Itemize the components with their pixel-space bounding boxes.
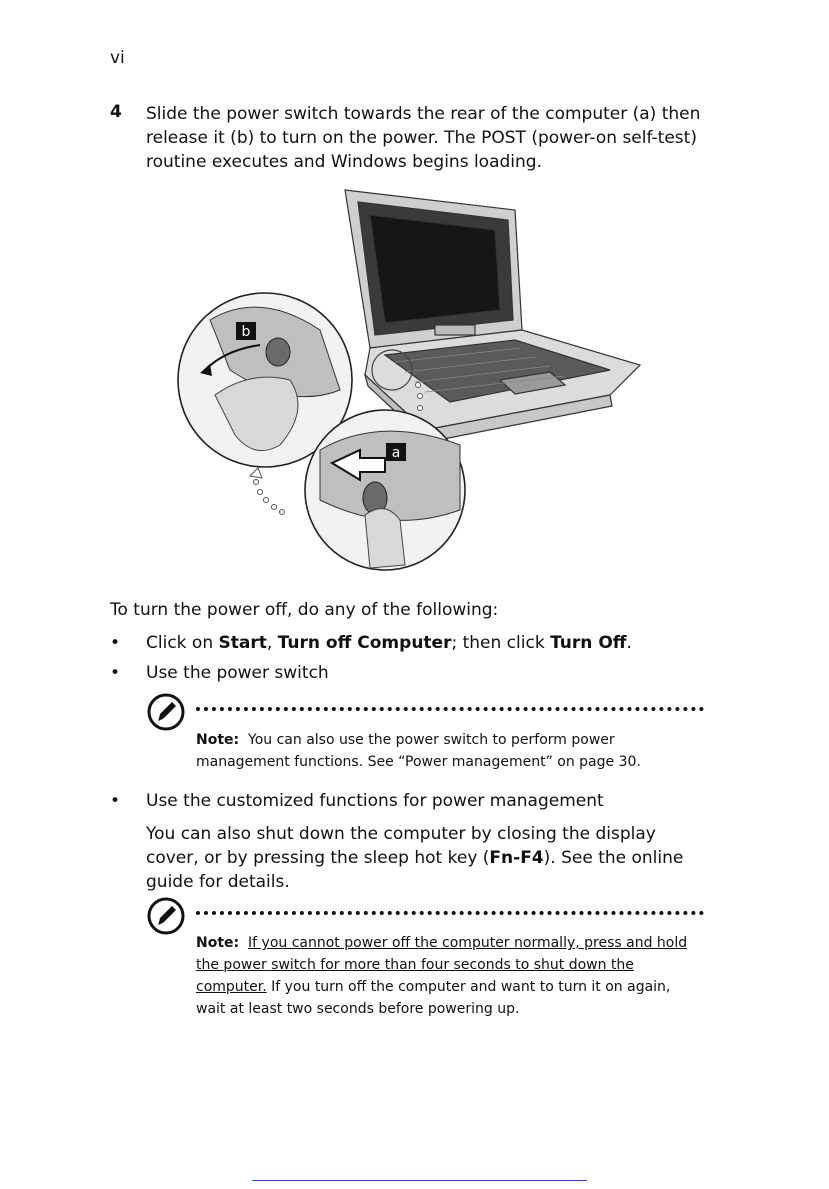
text-span: , [266, 633, 278, 653]
bullet-text: Use the power switch [146, 663, 329, 683]
bullet-text [146, 633, 632, 653]
shutdown-paragraph [146, 822, 712, 894]
note-body: You can also use the power switch to perform power management functions. See “Power management” on page 30. [196, 732, 641, 770]
power-off-intro: To turn the power off, do any of the following: [110, 600, 499, 620]
turn-off-computer-term: Turn off Computer [277, 633, 452, 653]
step-text: Slide the power switch towards the rear of the computer (a) then release it (b) to turn on the power. The POST (power-on self-test) routine executes and Windows begins loading. [146, 104, 701, 172]
footer-rule [252, 1180, 587, 1181]
laptop-drawing [345, 190, 640, 442]
note-pen-icon [146, 896, 186, 936]
bullet-dot: • [110, 663, 121, 683]
bullet-dot: • [110, 791, 121, 811]
text-span: . [626, 633, 632, 653]
note-1 [196, 729, 696, 773]
bullet-start-menu [110, 633, 710, 657]
step-number: 4 [110, 102, 122, 122]
note-underlined: If you cannot power off the computer normally, press and hold the power switch for more than four seconds to shut down the computer. [196, 935, 688, 995]
bullet-dot: • [110, 633, 121, 653]
note-2 [196, 932, 696, 1020]
hotkey-term: Fn-F4 [489, 848, 544, 868]
page-number: vi [110, 48, 125, 68]
label-b: b [241, 324, 251, 340]
bullet-power-switch [110, 663, 710, 687]
text-span: Click on [146, 633, 219, 653]
label-a: a [391, 445, 401, 461]
turn-off-term: Turn Off [550, 633, 627, 653]
text-span: ; then click [451, 633, 551, 653]
notebook-power-illustration [170, 180, 650, 580]
text-span: ). See the online guide for details. [146, 848, 684, 892]
start-term: Start [218, 633, 267, 653]
note-pen-icon [146, 692, 186, 732]
note-body: If you turn off the computer and want to turn it on again, wait at least two seconds before powering up. [196, 979, 671, 1017]
note-label: Note: [196, 732, 240, 748]
note-divider [196, 707, 704, 711]
bullet-custom-functions [110, 791, 710, 815]
note-label: Note: [196, 935, 240, 951]
text-span: You can also shut down the computer by closing the display cover, or by pressing the sleep hot key ( [146, 824, 656, 868]
note-divider [196, 911, 704, 915]
inset-a [305, 410, 465, 570]
bullet-text: Use the customized functions for power management [146, 791, 604, 811]
